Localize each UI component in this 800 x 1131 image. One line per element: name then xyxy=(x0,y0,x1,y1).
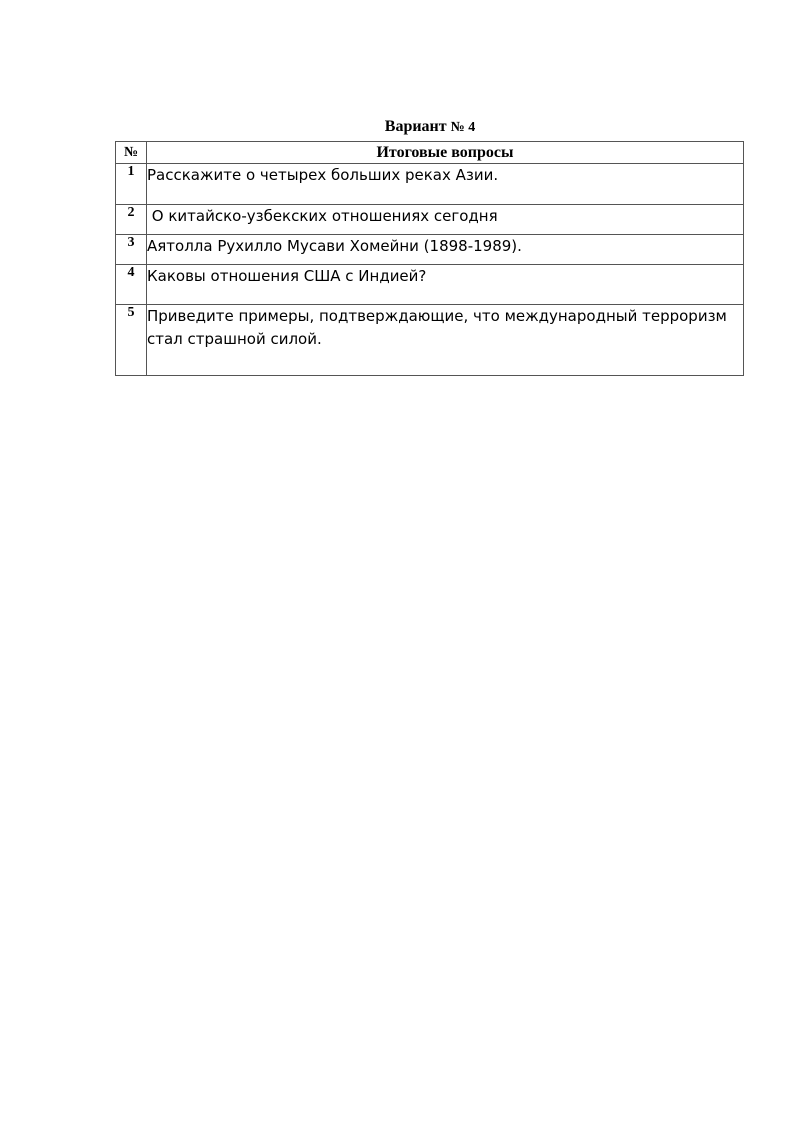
header-title: Итоговые вопросы xyxy=(147,142,744,164)
table-row xyxy=(116,235,744,265)
title-number: № 4 xyxy=(450,120,476,135)
header-number: № xyxy=(116,142,147,164)
table-row xyxy=(116,164,744,205)
row-number: 1 xyxy=(116,164,147,205)
table-row xyxy=(116,205,744,235)
row-question: Расскажите о четырех больших реках Азии. xyxy=(147,164,744,205)
questions-table xyxy=(115,141,744,376)
row-question: Приведите примеры, подтверждающие, что международный терроризм стал страшной силой. xyxy=(147,305,744,376)
page-title xyxy=(0,117,800,138)
row-question: Каковы отношения США с Индией? xyxy=(147,265,744,305)
table-header-row xyxy=(116,142,744,164)
table-row xyxy=(116,265,744,305)
title-word: Вариант xyxy=(384,118,447,135)
table-row xyxy=(116,305,744,376)
row-number: 2 xyxy=(116,205,147,235)
row-question: Аятолла Рухилло Мусави Хомейни (1898-1989). xyxy=(147,235,744,265)
row-question: О китайско-узбекских отношениях сегодня xyxy=(147,205,744,235)
row-number: 3 xyxy=(116,235,147,265)
row-number: 5 xyxy=(116,305,147,376)
row-number: 4 xyxy=(116,265,147,305)
